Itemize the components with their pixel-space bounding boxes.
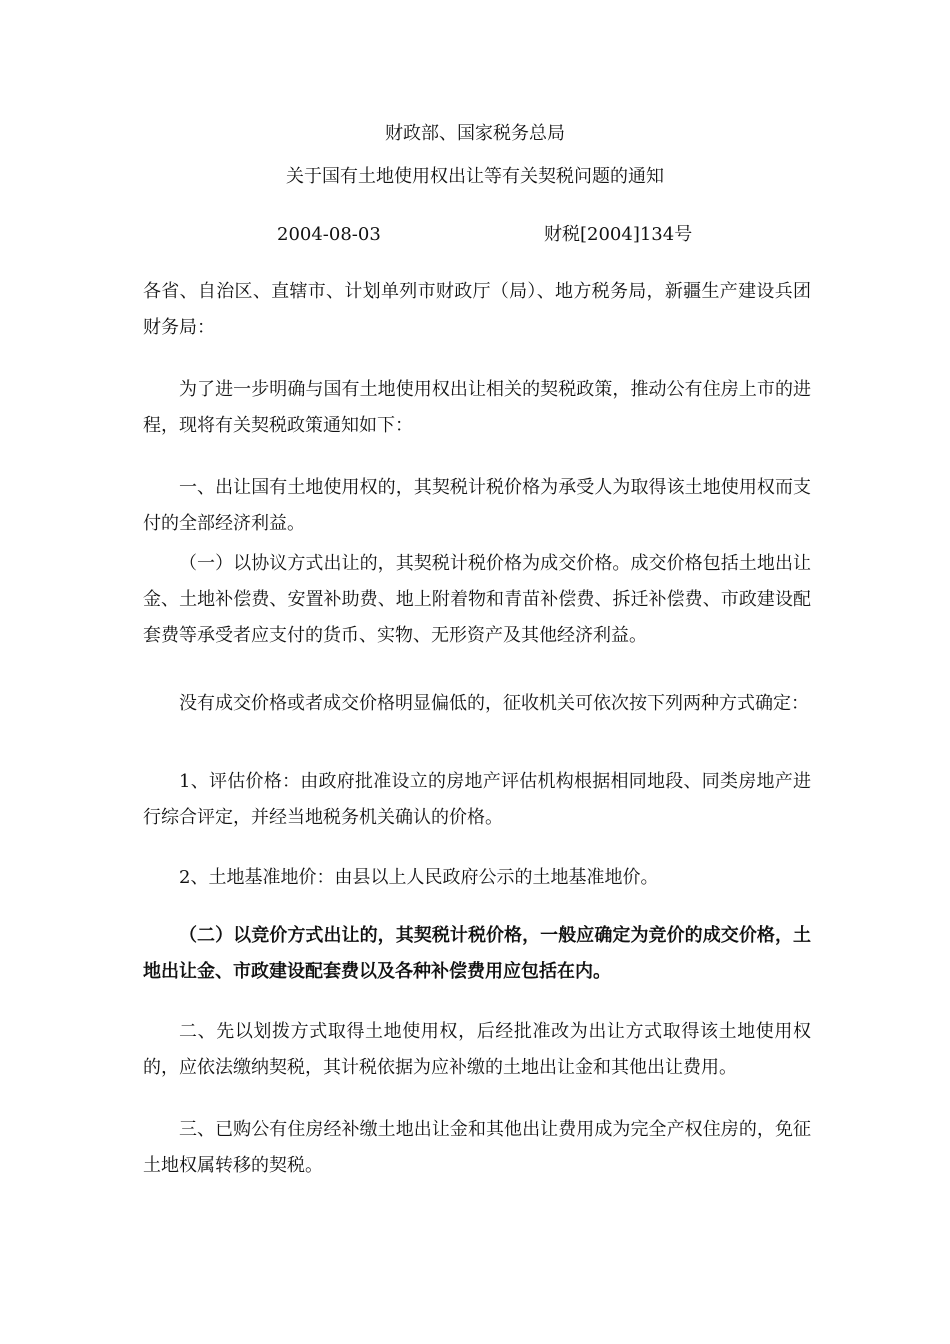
intro-paragraph: 为了进一步明确与国有土地使用权出让相关的契税政策，推动公有住房上市的进程，现将有关契税政策通知如下： [143,379,811,436]
issue-date: 2004-08-03 [277,224,381,245]
appraisal-price-paragraph: 1、评估价格：由政府批准设立的房地产评估机构根据相同地段、同类房地产进行综合评定，并经当地税务机关确认的价格。 [143,771,811,828]
section-three-paragraph: 三、已购公有住房经补缴土地出让金和其他出让费用成为完全产权住房的，免征土地权属转移的契税。 [143,1119,811,1176]
subsection-two-paragraph: （二）以竞价方式出让的，其契税计税价格，一般应确定为竞价的成交价格，土地出让金、市政建设配套费以及各种补偿费用应包括在内。 [143,925,811,982]
subsection-one-paragraph: （一）以协议方式出让的，其契税计税价格为成交价格。成交价格包括土地出让金、土地补偿费、安置补助费、地上附着物和青苗补偿费、拆迁补偿费、市政建设配套费等承受者应支付的货币、实物、无形资产及其他经济利益。 [143,553,811,646]
document-number: 财税[2004]134号 [544,224,693,245]
no-price-paragraph: 没有成交价格或者成交价格明显偏低的，征收机关可依次按下列两种方式确定： [179,693,809,714]
section-two-paragraph: 二、先以划拨方式取得土地使用权，后经批准改为出让方式取得该土地使用权的，应依法缴纳契税，其计税依据为应补缴的土地出让金和其他出让费用。 [143,1021,811,1078]
recipients-line: 各省、自治区、直辖市、计划单列市财政厅（局）、地方税务局，新疆生产建设兵团财务局： [143,281,811,338]
section-one-paragraph: 一、出让国有土地使用权的，其契税计税价格为承受人为取得该土地使用权而支付的全部经济利益。 [143,477,811,534]
document-title: 关于国有土地使用权出让等有关契税问题的通知 [286,166,664,187]
benchmark-price-paragraph: 2、土地基准地价：由县以上人民政府公示的土地基准地价。 [179,867,659,888]
issuer-heading: 财政部、国家税务总局 [385,123,565,144]
